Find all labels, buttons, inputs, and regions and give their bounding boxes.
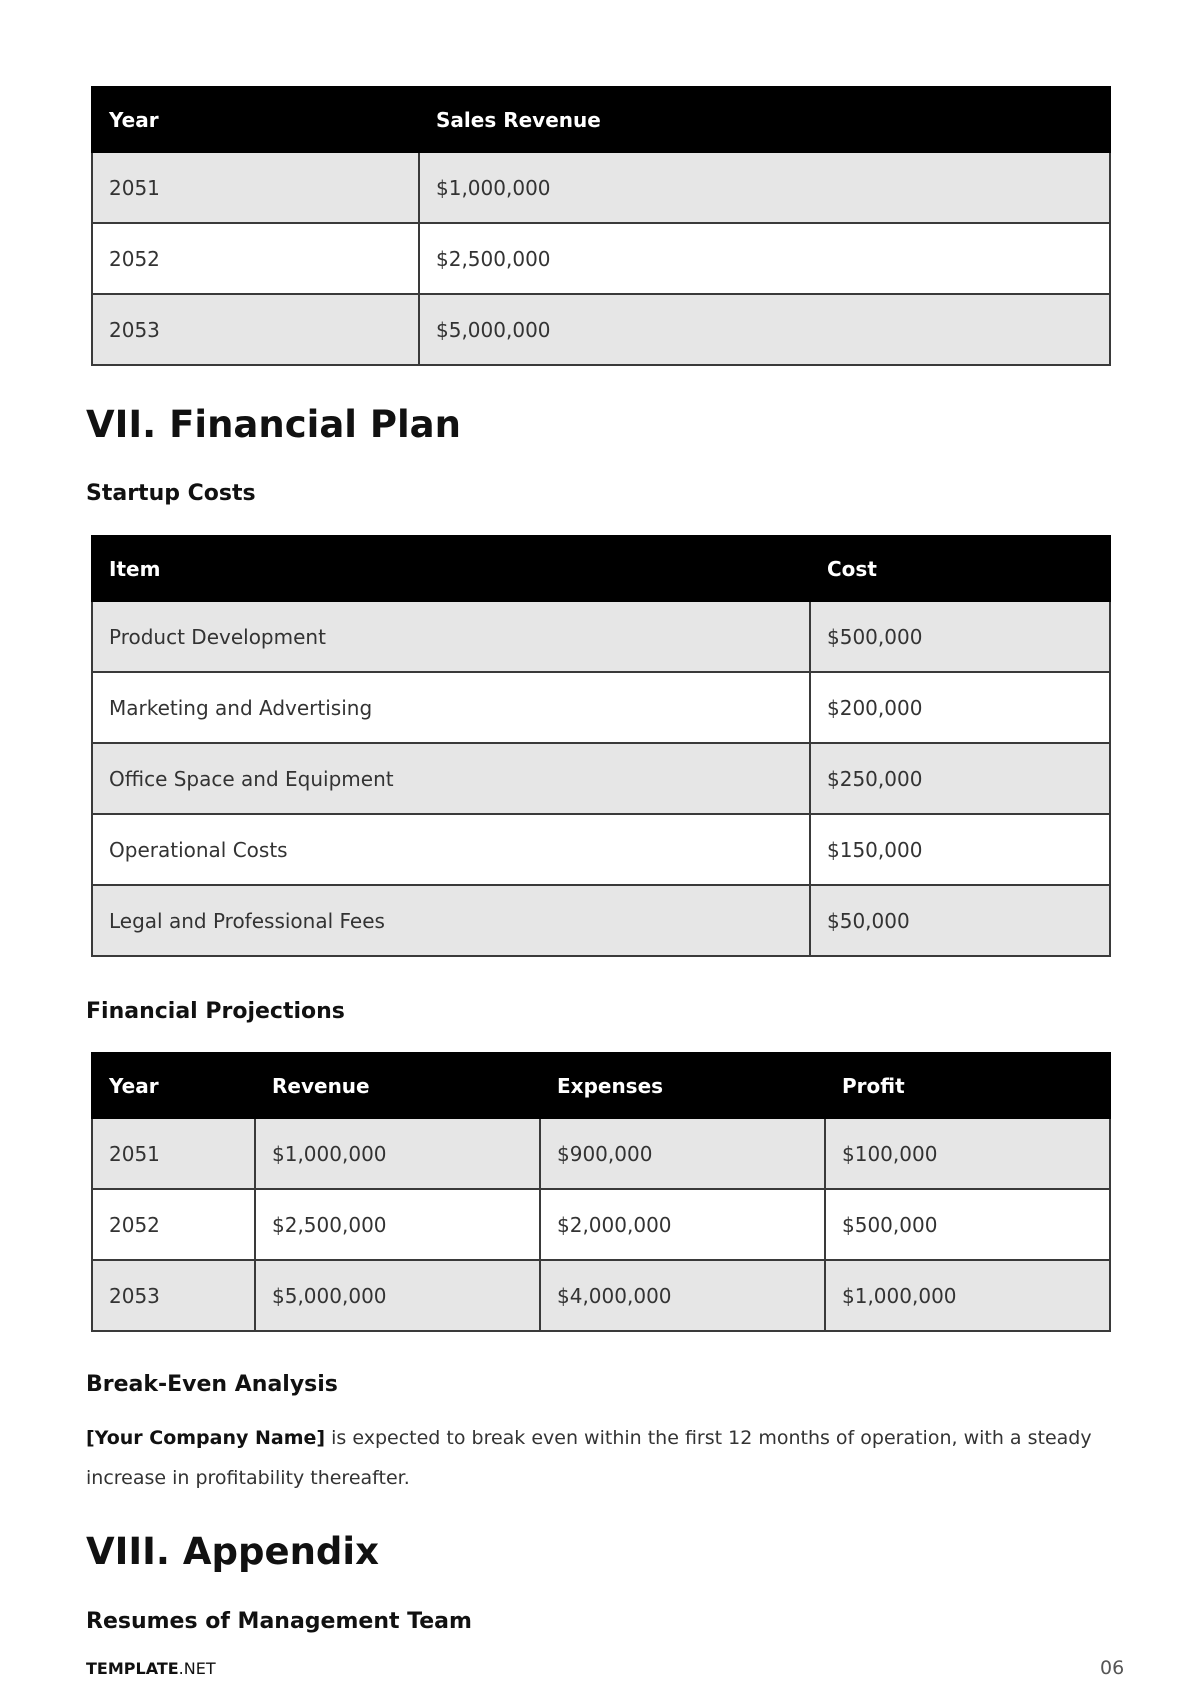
cell-sales-revenue: $1,000,000	[419, 152, 1110, 223]
subheading-break-even-analysis: Break-Even Analysis	[86, 1372, 338, 1397]
cell-cost: $200,000	[810, 672, 1110, 743]
table-header-row	[92, 536, 1110, 601]
cell-year: 2051	[92, 1118, 255, 1189]
section-title-financial-plan: VII. Financial Plan	[86, 403, 461, 446]
table-row	[92, 223, 1110, 294]
cell-sales-revenue: $5,000,000	[419, 294, 1110, 365]
cell-revenue: $2,500,000	[255, 1189, 540, 1260]
cell-item: Product Development	[92, 601, 810, 672]
cell-expenses: $4,000,000	[540, 1260, 825, 1331]
subheading-resumes: Resumes of Management Team	[86, 1609, 472, 1634]
cell-item: Legal and Professional Fees	[92, 885, 810, 956]
table-row	[92, 1189, 1110, 1260]
cell-item: Marketing and Advertising	[92, 672, 810, 743]
sales-revenue-table	[91, 86, 1111, 366]
cell-expenses: $900,000	[540, 1118, 825, 1189]
brand-bold-text: TEMPLATE	[86, 1659, 179, 1678]
break-even-text: is expected to break even within the first 12 months of operation, with a steady increase in profitability thereafter.	[86, 1427, 1092, 1489]
column-header-revenue: Revenue	[255, 1053, 540, 1118]
cell-profit: $100,000	[825, 1118, 1110, 1189]
cell-item: Operational Costs	[92, 814, 810, 885]
cell-profit: $1,000,000	[825, 1260, 1110, 1331]
cell-year: 2051	[92, 152, 419, 223]
table-row	[92, 743, 1110, 814]
table-row	[92, 294, 1110, 365]
table-header-row	[92, 87, 1110, 152]
column-header-year: Year	[92, 1053, 255, 1118]
cell-cost: $500,000	[810, 601, 1110, 672]
subheading-startup-costs: Startup Costs	[86, 481, 256, 506]
section-title-appendix: VIII. Appendix	[86, 1530, 379, 1573]
column-header-item: Item	[92, 536, 810, 601]
company-name-placeholder: [Your Company Name]	[86, 1427, 326, 1449]
cell-revenue: $1,000,000	[255, 1118, 540, 1189]
cell-profit: $500,000	[825, 1189, 1110, 1260]
table-row	[92, 1118, 1110, 1189]
column-header-profit: Profit	[825, 1053, 1110, 1118]
column-header-cost: Cost	[810, 536, 1110, 601]
column-header-year: Year	[92, 87, 419, 152]
cell-item: Office Space and Equipment	[92, 743, 810, 814]
page-number: 06	[1100, 1657, 1125, 1679]
cell-year: 2053	[92, 1260, 255, 1331]
startup-costs-table	[91, 535, 1111, 957]
table-header-row	[92, 1053, 1110, 1118]
cell-cost: $250,000	[810, 743, 1110, 814]
break-even-paragraph	[86, 1418, 1126, 1498]
table-row	[92, 814, 1110, 885]
column-header-expenses: Expenses	[540, 1053, 825, 1118]
cell-expenses: $2,000,000	[540, 1189, 825, 1260]
table-row	[92, 672, 1110, 743]
cell-cost: $50,000	[810, 885, 1110, 956]
cell-year: 2052	[92, 223, 419, 294]
cell-revenue: $5,000,000	[255, 1260, 540, 1331]
subheading-financial-projections: Financial Projections	[86, 999, 345, 1024]
cell-year: 2052	[92, 1189, 255, 1260]
brand-suffix-text: .NET	[178, 1659, 216, 1678]
cell-cost: $150,000	[810, 814, 1110, 885]
table-row	[92, 152, 1110, 223]
table-row	[92, 601, 1110, 672]
table-row	[92, 885, 1110, 956]
financial-projections-table	[91, 1052, 1111, 1332]
cell-year: 2053	[92, 294, 419, 365]
cell-sales-revenue: $2,500,000	[419, 223, 1110, 294]
footer-brand-logo	[86, 1659, 216, 1678]
column-header-sales-revenue: Sales Revenue	[419, 87, 1110, 152]
table-row	[92, 1260, 1110, 1331]
